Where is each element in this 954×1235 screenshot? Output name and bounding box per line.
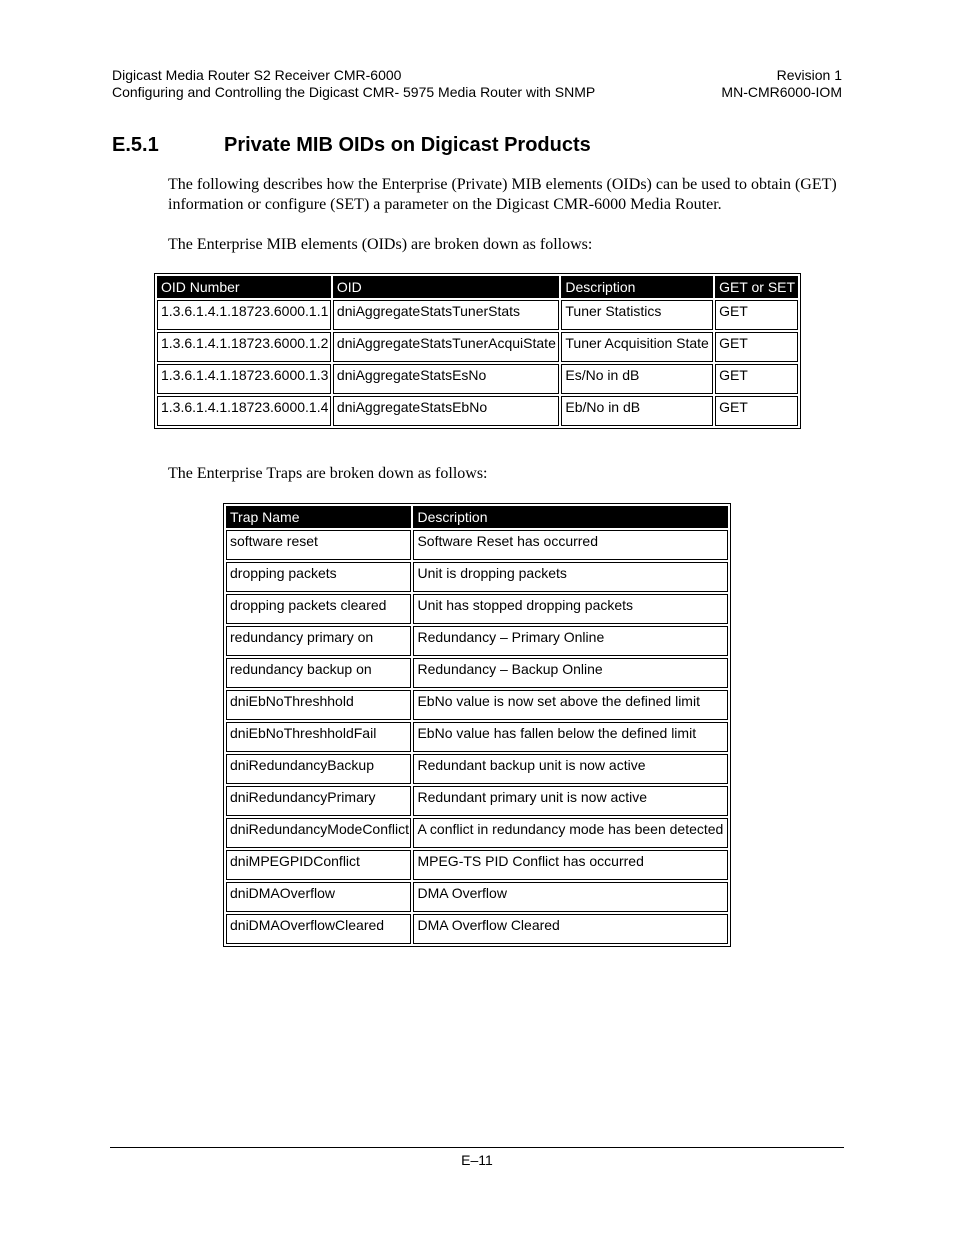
trap-description-cell: Unit has stopped dropping packets [413,594,728,624]
oid-access-cell: GET [715,364,798,394]
table-row [226,690,728,720]
table-row [226,626,728,656]
oid-name-cell: dniAggregateStatsTunerAcquiState [333,332,559,362]
trap-name-cell: redundancy backup on [226,658,411,688]
trap-name-cell: dniRedundancyPrimary [226,786,411,816]
trap-name-cell: dniEbNoThreshholdFail [226,722,411,752]
table-row [226,882,728,912]
trap-description-cell: A conflict in redundancy mode has been detected [413,818,728,848]
trap-description-cell: DMA Overflow [413,882,728,912]
section-title: Private MIB OIDs on Digicast Products [224,134,591,156]
table-row [226,594,728,624]
oid-header-get-set: GET or SET [715,276,798,298]
trap-description-cell: EbNo value is now set above the defined limit [413,690,728,720]
trap-table-header-row [226,506,728,528]
oid-description-cell: Eb/No in dB [561,396,713,426]
section-number: E.5.1 [112,134,159,156]
trap-name-cell: dropping packets cleared [226,594,411,624]
table-row [157,332,798,362]
oid-lead-paragraph: The Enterprise MIB elements (OIDs) are broken down as follows: [168,236,593,253]
trap-header-name: Trap Name [226,506,411,528]
trap-description-cell: Redundancy – Primary Online [413,626,728,656]
oid-description-cell: Tuner Statistics [561,300,713,330]
header-document-title: Digicast Media Router S2 Receiver CMR-6000 [112,67,402,83]
table-row [226,786,728,816]
oid-access-cell: GET [715,332,798,362]
oid-access-cell: GET [715,396,798,426]
oid-description-cell: Es/No in dB [561,364,713,394]
trap-description-cell: Redundancy – Backup Online [413,658,728,688]
header-manual-number: MN-CMR6000-IOM [721,84,842,100]
table-row [226,530,728,560]
header-revision: Revision 1 [776,67,842,83]
table-row [157,300,798,330]
trap-name-cell: dniRedundancyModeConflict [226,818,411,848]
trap-name-cell: software reset [226,530,411,560]
trap-description-cell: Redundant primary unit is now active [413,786,728,816]
trap-name-cell: dniDMAOverflow [226,882,411,912]
oid-number-cell: 1.3.6.1.4.1.18723.6000.1.2 [157,332,331,362]
oid-number-cell: 1.3.6.1.4.1.18723.6000.1.3 [157,364,331,394]
oid-number-cell: 1.3.6.1.4.1.18723.6000.1.4 [157,396,331,426]
trap-name-cell: dniEbNoThreshhold [226,690,411,720]
table-row [157,396,798,426]
trap-description-cell: Software Reset has occurred [413,530,728,560]
oid-description-cell: Tuner Acquisition State [561,332,713,362]
trap-description-cell: Unit is dropping packets [413,562,728,592]
trap-description-cell: Redundant backup unit is now active [413,754,728,784]
oid-number-cell: 1.3.6.1.4.1.18723.6000.1.1 [157,300,331,330]
oid-table [154,273,801,429]
trap-description-cell: EbNo value has fallen below the defined limit [413,722,728,752]
footer-rule [110,1147,844,1148]
trap-name-cell: dniMPEGPIDConflict [226,850,411,880]
trap-header-description: Description [413,506,728,528]
table-row [226,850,728,880]
oid-table-header-row [157,276,798,298]
oid-access-cell: GET [715,300,798,330]
header-chapter-title: Configuring and Controlling the Digicast CMR‑ 5975 Media Router with SNMP [112,84,596,100]
table-row [226,658,728,688]
table-row [226,818,728,848]
oid-header-oid-number: OID Number [157,276,331,298]
page-number: E–11 [461,1152,493,1168]
table-row [157,364,798,394]
trap-lead-paragraph: The Enterprise Traps are broken down as follows: [168,465,488,482]
trap-table [223,503,731,947]
oid-name-cell: dniAggregateStatsEsNo [333,364,559,394]
trap-name-cell: redundancy primary on [226,626,411,656]
oid-header-description: Description [561,276,713,298]
trap-name-cell: dniRedundancyBackup [226,754,411,784]
trap-description-cell: DMA Overflow Cleared [413,914,728,944]
table-row [226,722,728,752]
table-row [226,754,728,784]
trap-name-cell: dniDMAOverflowCleared [226,914,411,944]
oid-name-cell: dniAggregateStatsTunerStats [333,300,559,330]
table-row [226,562,728,592]
oid-header-oid: OID [333,276,559,298]
table-row [226,914,728,944]
trap-description-cell: MPEG-TS PID Conflict has occurred [413,850,728,880]
oid-name-cell: dniAggregateStatsEbNo [333,396,559,426]
trap-name-cell: dropping packets [226,562,411,592]
intro-paragraph: The following describes how the Enterprise (Private) MIB elements (OIDs) can be used to obtain (GET) information or configure (SET) a parameter on the Digicast CMR-6000 Media Router. [168,176,837,213]
